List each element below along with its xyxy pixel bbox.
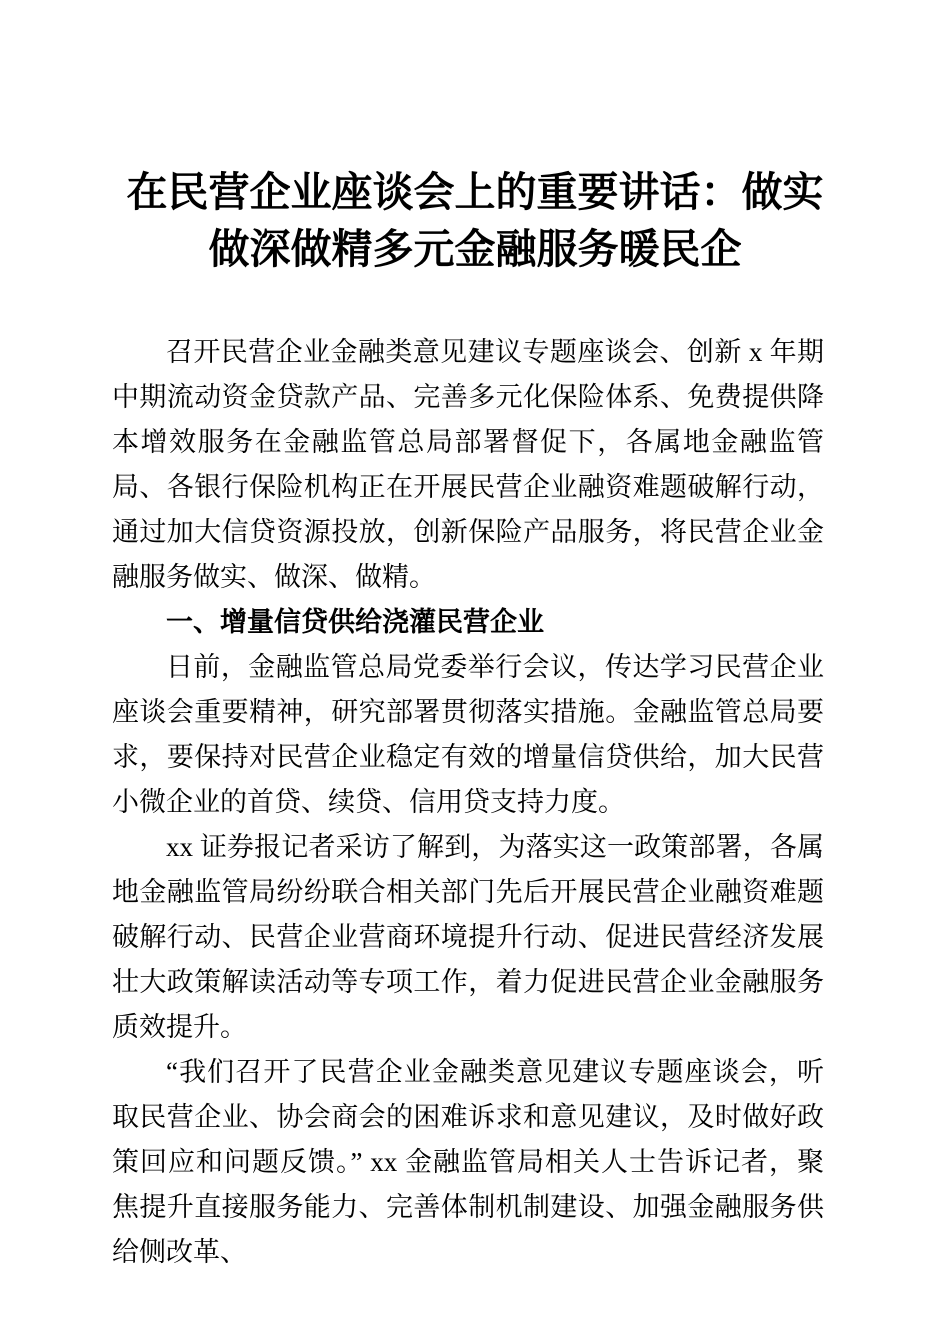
document-body <box>112 330 824 1275</box>
body-paragraph: 召开民营企业金融类意见建议专题座谈会、创新 x 年期中期流动资金贷款产品、完善多元化保险体系、免费提供降本增效服务在金融监管总局部署督促下，各属地金融监管局、各银行保险机构正在开展民营企业融资难题破解行动，通过加大信贷资源投放，创新保险产品服务，将民营企业金融服务做实、做深、做精。 <box>112 337 824 592</box>
section-heading: 一、增量信贷供给浇灌民营企业 <box>166 607 544 637</box>
body-paragraph: xx 证券报记者采访了解到，为落实这一政策部署，各属地金融监管局纷纷联合相关部门先后开展民营企业融资难题破解行动、民营企业营商环境提升行动、促进民营经济发展壮大政策解读活动等专项工作，着力促进民营企业金融服务质效提升。 <box>112 832 824 1042</box>
body-paragraph: 日前，金融监管总局党委举行会议，传达学习民营企业座谈会重要精神，研究部署贯彻落实措施。金融监管总局要求，要保持对民营企业稳定有效的增量信贷供给，加大民营小微企业的首贷、续贷、信用贷支持力度。 <box>112 652 824 817</box>
document-title: 在民营企业座谈会上的重要讲话：做实做深做精多元金融服务暖民企 <box>126 169 824 272</box>
body-paragraph: “我们召开了民营企业金融类意见建议专题座谈会，听取民营企业、协会商会的困难诉求和意见建议，及时做好政策回应和问题反馈。” xx 金融监管局相关人士告诉记者，聚焦提升直接服务能力、完善体制机制建设、加强金融服务供给侧改革、 <box>112 1057 824 1267</box>
